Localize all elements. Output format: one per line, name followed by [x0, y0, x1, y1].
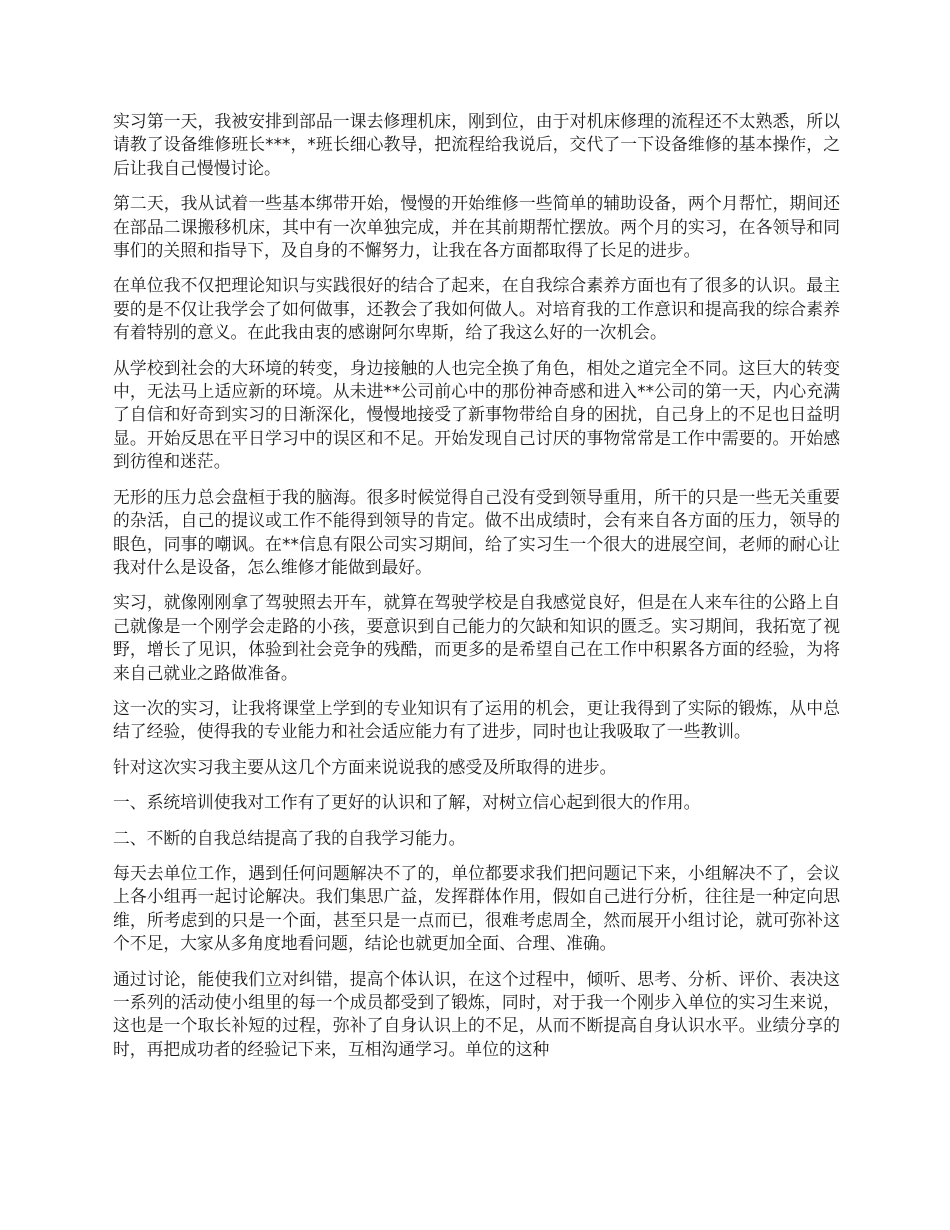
paragraph-1: 实习第一天，我被安排到部品一课去修理机床，刚到位，由于对机床修理的流程还不太熟悉，所以请教了设备维修班长***，*班长细心教导，把流程给我说后，交代了一下设备维修的基本操作，之后让我自己慢慢讨论。 [113, 111, 840, 178]
paragraph-3: 在单位我不仅把理论知识与实践很好的结合了起来，在自我综合素养方面也有了很多的认识。最主要的是不仅让我学会了如何做事，还教会了我如何做人。对培育我的工作意识和提高我的综合素养有着特别的意义。在此我由衷的感谢阿尔卑斯，给了我这么好的一次机会。 [113, 275, 840, 343]
paragraph-9: 一、系统培训使我对工作有了更好的认识和了解，对树立信心起到很大的作用。 [113, 792, 701, 813]
paragraph-5: 无形的压力总会盘桓于我的脑海。很多时候觉得自己没有受到领导重用，所干的只是一些无关重要的杂活，自己的提议或工作不能得到领导的肯定。做不出成绩时，会有来自各方面的压力，领导的眼色，同事的嘲讽。在**信息有限公司实习期间，给了实习生一个很大的进展空间，老师的耐心让我对什么是设备，怎么维修才能做到最好。 [113, 486, 840, 577]
paragraph-2: 第二天，我从试着一些基本绑带开始，慢慢的开始维修一些简单的辅助设备，两个月帮忙，期间还在部品二课搬移机床，其中有一次单独完成，并在其前期帮忙摆放。两个月的实习，在各领导和同事们的关照和指导下，及自身的不懈努力，让我在各方面都取得了长足的进步。 [113, 193, 840, 261]
paragraph-6: 实习，就像刚刚拿了驾驶照去开车，就算在驾驶学校是自我感觉良好，但是在人来车往的公路上自己就像是一个刚学会走路的小孩，要意识到自己能力的欠缺和知识的匮乏。实习期间，我拓宽了视野，增长了见识，体验到社会竞争的残酷，而更多的是希望自己在工作中积累各方面的经验，为将来自己就业之路做准备。 [113, 592, 840, 683]
paragraph-10: 二、不断的自我总结提高了我的自我学习能力。 [113, 827, 466, 848]
paragraph-11: 每天去单位工作，遇到任何问题解决不了的，单位都要求我们把问题记下来，小组解决不了，会议上各小组再一起讨论解决。我们集思广益，发挥群体作用，假如自己进行分析，往往是一种定向思维，所考虑到的只是一个面，甚至只是一点而已，很难考虑周全，然而展开小组讨论，就可弥补这个不足，大家从多角度地看问题，结论也就更加全面、合理、准确。 [113, 862, 840, 954]
document-body [113, 110, 840, 1073]
paragraph-8: 针对这次实习我主要从这几个方面来说说我的感受及所取得的进步。 [113, 756, 617, 777]
paragraph-7: 这一次的实习，让我将课堂上学到的专业知识有了运用的机会，更让我得到了实际的锻炼，从中总结了经验，使得我的专业能力和社会适应能力有了进步，同时也让我吸取了一些教训。 [113, 697, 840, 742]
paragraph-12: 通过讨论，能使我们立对纠错，提高个体认识，在这个过程中，倾听、思考、分析、评价、表决这一系列的活动使小组里的每一个成员都受到了锻炼，同时，对于我一个刚步入单位的实习生来说，这也是一个取长补短的过程，弥补了自身认识上的不足，从而不断提高自身认识水平。业绩分享的时，再把成功者的经验记下来，互相沟通学习。单位的这种 [113, 968, 840, 1059]
paragraph-4: 从学校到社会的大环境的转变，身边接触的人也完全换了角色，相处之道完全不同。这巨大的转变中，无法马上适应新的环境。从未进**公司前心中的那份神奇感和进入**公司的第一天，内心充满了自信和好奇到实习的日渐深化，慢慢地接受了新事物带给自身的困扰，自己身上的不足也日益明显。开始反思在平日学习中的误区和不足。开始发现自己讨厌的事物常常是工作中需要的。开始感到彷徨和迷茫。 [113, 357, 840, 472]
